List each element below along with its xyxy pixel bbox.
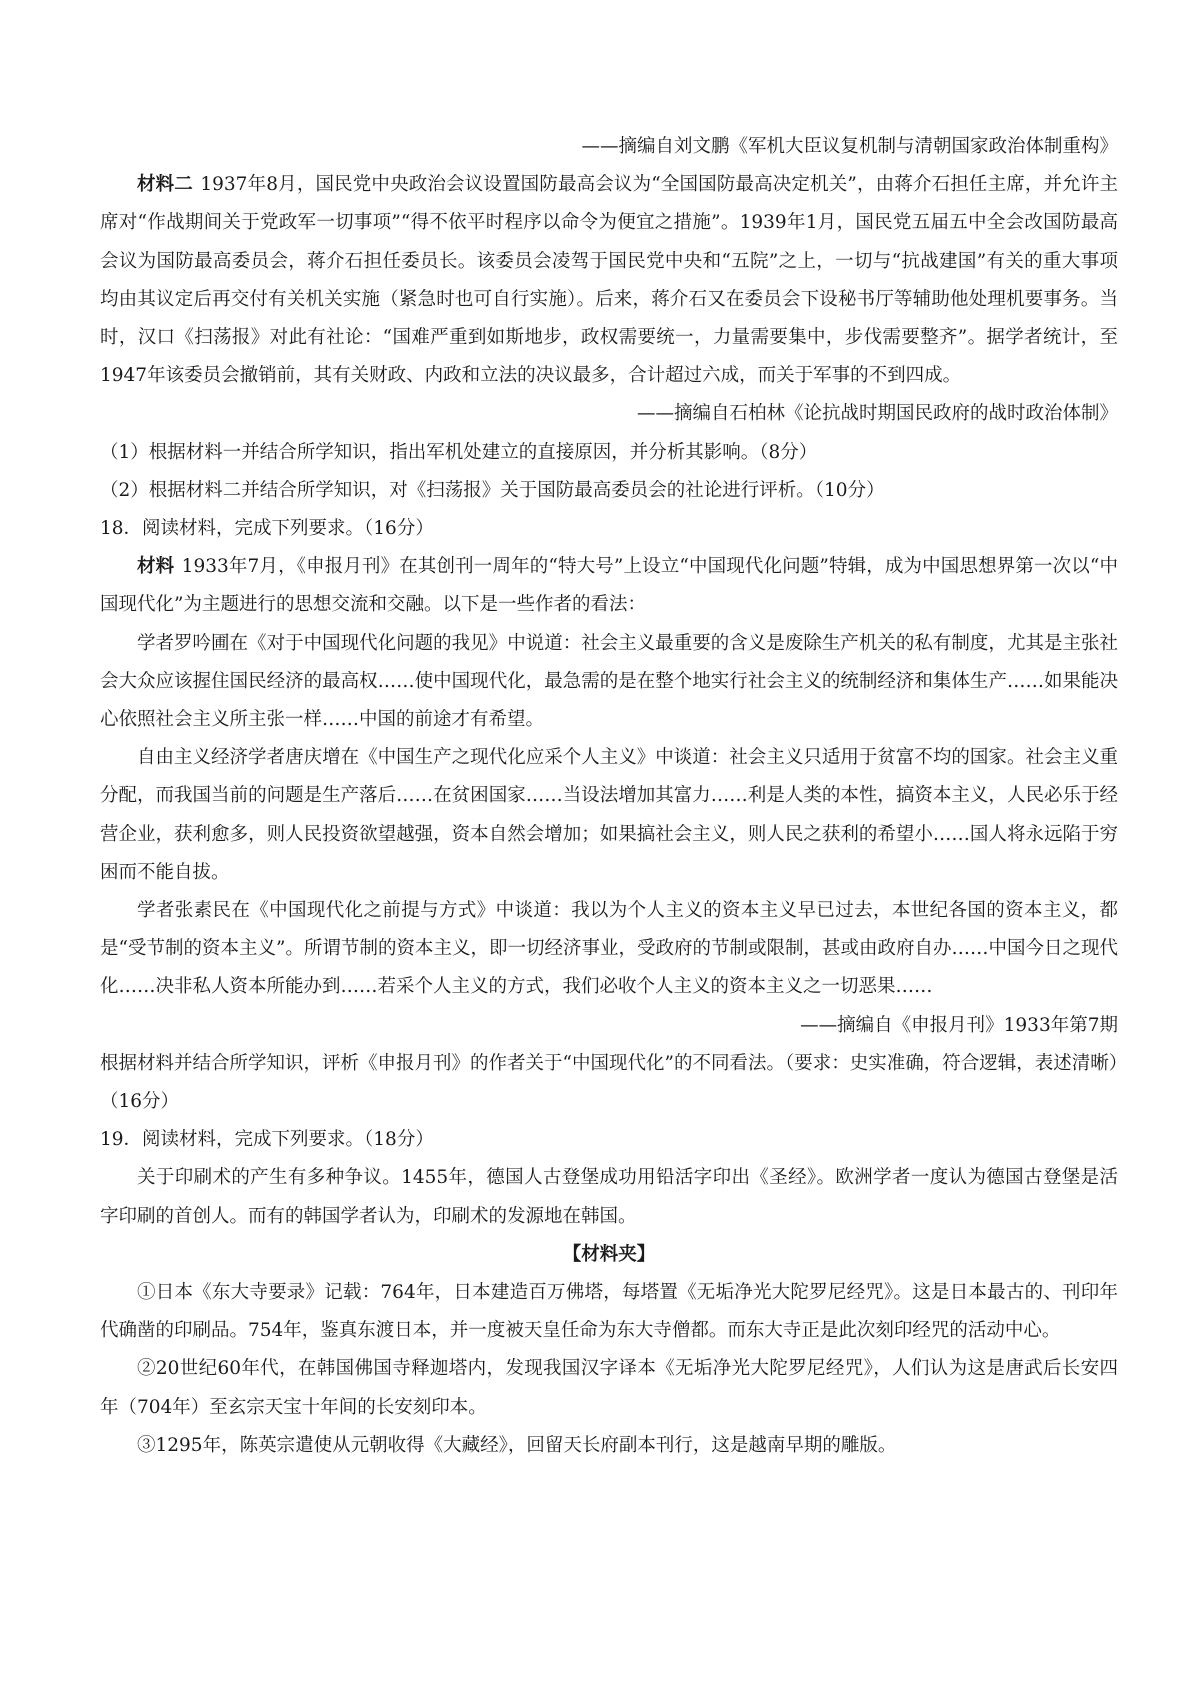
- material2-paragraph: [100, 166, 1118, 395]
- q17-subquestion-2: （2）根据材料二并结合所学知识，对《扫荡报》关于国防最高委员会的社论进行评析。（10分）: [100, 479, 885, 501]
- material-folder-item-3: ③1295年，陈英宗遣使从元朝收得《大藏经》，回留天长府副本刊行，这是越南早期的雕版。: [137, 1434, 897, 1456]
- material2-source: ——摘编自石柏林《论抗战时期国民政府的战时政治体制》: [636, 403, 1118, 425]
- q18-intro-text: 1933年7月，《申报月刊》在其创刊一周年的“特大号”上设立“中国现代化问题”特辑，成为中国思想界第一次以“中国现代化”为主题进行的思想交流和交融。以下是一些作者的看法：: [100, 556, 1118, 616]
- q18-intro: [100, 548, 1118, 624]
- material1-source: ——摘编自刘文鹏《军机大臣议复机制与清朝国家政治体制重构》: [581, 136, 1118, 157]
- q18-view-luo: 学者罗吟圃在《对于中国现代化问题的我见》中说道：社会主义最重要的含义是废除生产机关的私有制度，尤其是主张社会大众应该握住国民经济的最高权……使中国现代化，最急需的是在整个地实行社会主义的统制经济和集体生产……如果能决心依照社会主义所主张一样……中国的前途才有希望。: [100, 632, 1118, 730]
- q18-heading: 18．阅读材料，完成下列要求。（16分）: [100, 517, 434, 539]
- material-folder-item-2: ②20世纪60年代，在韩国佛国寺释迦塔内，发现我国汉字译本《无垢净光大陀罗尼经咒》，人们认为这是唐武后长安四年（704年）至玄宗天宝十年间的长安刻印本。: [100, 1358, 1118, 1418]
- q19-intro: 关于印刷术的产生有多种争议。1455年，德国人古登堡成功用铅活字印出《圣经》。欧洲学者一度认为德国古登堡是活字印刷的首创人。而有的韩国学者认为，印刷术的发源地在韩国。: [100, 1167, 1118, 1227]
- q18-view-zhang: 学者张素民在《中国现代化之前提与方式》中谈道：我以为个人主义的资本主义早已过去，本世纪各国的资本主义，都是“受节制的资本主义”。所谓节制的资本主义，即一切经济事业，受政府的节制或限制，甚或由政府自办……中国今日之现代化……决非私人资本所能办到……若采个人主义的方式，我们必收个人主义的资本主义之一切恶果……: [100, 899, 1118, 998]
- material-folder-title: 【材料夹】: [562, 1243, 656, 1265]
- q19-heading: 19．阅读材料，完成下列要求。（18分）: [100, 1129, 434, 1151]
- material-folder-item-1: ①日本《东大寺要录》记载：764年，日本建造百万佛塔，每塔置《无垢净光大陀罗尼经咒》。这是日本最古的、刊印年代确凿的印刷品。754年，鉴真东渡日本，并一度被天皇任命为东大寺僧都。而东大寺正是此次刻印经咒的活动中心。: [100, 1281, 1118, 1342]
- q18-material-label: 材料: [137, 556, 175, 578]
- q17-subquestion-1: （1）根据材料一并结合所学知识，指出军机处建立的直接原因，并分析其影响。（8分）: [100, 441, 818, 463]
- material2-text: 1937年8月，国民党中央政治会议设置国防最高会议为“全国国防最高决定机关”，由蒋介石担任主席，并允许主席对“作战期间关于党政军一切事项”“得不依平时程序以命令为便宜之措施”。1939年1月，国民党五届五中全会改国防最高会议为国防最高委员会，蒋介石担任委员长。该委员会凌驾于国民党中央和“五院”之上，一切与“抗战建国”有关的重大事项均由其议定后再交付有关机关实施（紧急时也可自行实施）。后来，蒋介石又在委员会下设秘书厅等辅助他处理机要事务。当时，汉口《扫荡报》对此有社论：“国难严重到如斯地步，政权需要统一，力量需要集中，步伐需要整齐”。据学者统计，至1947年该委员会撤销前，其有关财政、内政和立法的决议最多，合计超过六成，而关于军事的不到四成。: [100, 174, 1118, 387]
- q18-view-tang: 自由主义经济学者唐庆增在《中国生产之现代化应采个人主义》中谈道：社会主义只适用于贫富不均的国家。社会主义重分配，而我国当前的问题是生产落后……在贫困国家……当设法增加其富力……利是人类的本性，搞资本主义，人民必乐于经营企业，获利愈多，则人民投资欲望越强，资本自然会增加；如果搞社会主义，则人民之获利的希望小……国人将永远陷于穷困而不能自拔。: [100, 747, 1118, 883]
- q18-source: ——摘编自《申报月刊》1933年第7期: [800, 1014, 1118, 1036]
- material2-label: 材料二: [137, 174, 193, 196]
- q18-task: 根据材料并结合所学知识，评析《申报月刊》的作者关于“中国现代化”的不同看法。（要求：史实准确，符合逻辑，表述清晰）（16分）: [100, 1052, 1118, 1112]
